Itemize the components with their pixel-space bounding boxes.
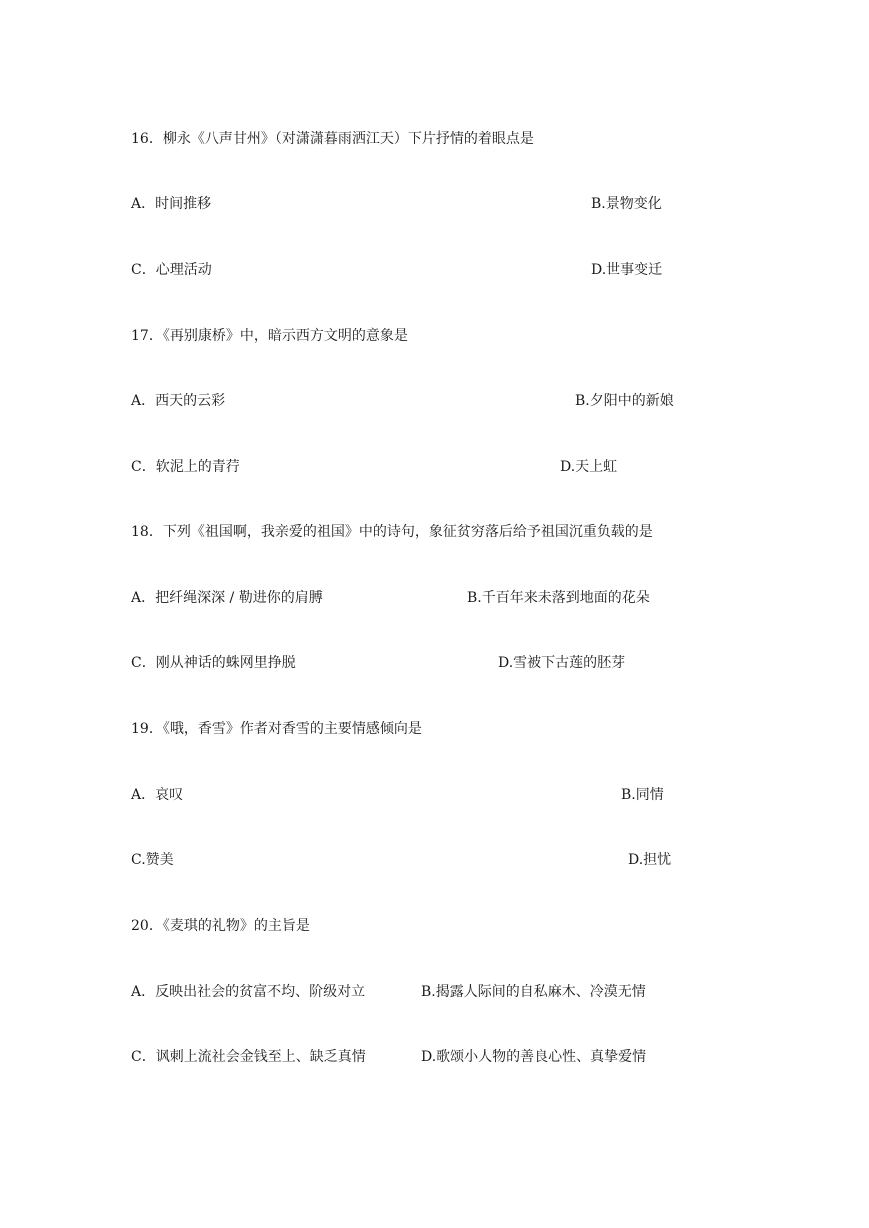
question-17-stem: 17．《再别康桥》中，暗示西方文明的意象是 xyxy=(131,328,408,344)
question-16-option-a: A．时间推移 xyxy=(131,196,212,212)
question-18-option-a: A．把纤绳深深 / 勒进你的肩膊 xyxy=(131,590,323,606)
question-17-option-d: D.天上虹 xyxy=(560,459,618,475)
question-16-option-c: C．心理活动 xyxy=(131,262,212,278)
question-17-option-a: A．西天的云彩 xyxy=(131,393,226,409)
question-16-stem: 16．柳永《八声甘州》（对潇潇暮雨洒江天）下片抒情的着眼点是 xyxy=(131,131,534,147)
question-19-option-b: B.同情 xyxy=(621,787,664,803)
question-18-stem: 18．下列《祖国啊，我亲爱的祖国》中的诗句，象征贫穷落后给予祖国沉重负载的是 xyxy=(131,524,653,540)
question-20-option-a: A．反映出社会的贫富不均、阶级对立 xyxy=(131,984,366,1000)
question-20-stem: 20．《麦琪的礼物》的主旨是 xyxy=(131,918,310,934)
question-19-stem: 19．《哦，香雪》作者对香雪的主要情感倾向是 xyxy=(131,721,422,737)
question-20-option-b: B.揭露人际间的自私麻木、冷漠无情 xyxy=(421,984,646,1000)
question-18-option-b: B.千百年来未落到地面的花朵 xyxy=(467,590,650,606)
question-19-option-c: C.赞美 xyxy=(131,852,174,868)
question-17-option-c: C．软泥上的青荇 xyxy=(131,459,240,475)
question-19-option-a: A．哀叹 xyxy=(131,787,184,803)
question-18-option-d: D.雪被下古莲的胚芽 xyxy=(498,655,626,671)
question-16-option-b: B.景物变化 xyxy=(591,196,662,212)
question-20-option-c: C．讽刺上流社会金钱至上、缺乏真情 xyxy=(131,1049,366,1065)
question-17-option-b: B.夕阳中的新娘 xyxy=(575,393,674,409)
question-20-option-d: D.歌颂小人物的善良心性、真挚爱情 xyxy=(421,1049,647,1065)
question-19-option-d: D.担忧 xyxy=(628,852,672,868)
question-16-option-d: D.世事变迁 xyxy=(591,262,663,278)
question-18-option-c: C．刚从神话的蛛网里挣脱 xyxy=(131,655,296,671)
